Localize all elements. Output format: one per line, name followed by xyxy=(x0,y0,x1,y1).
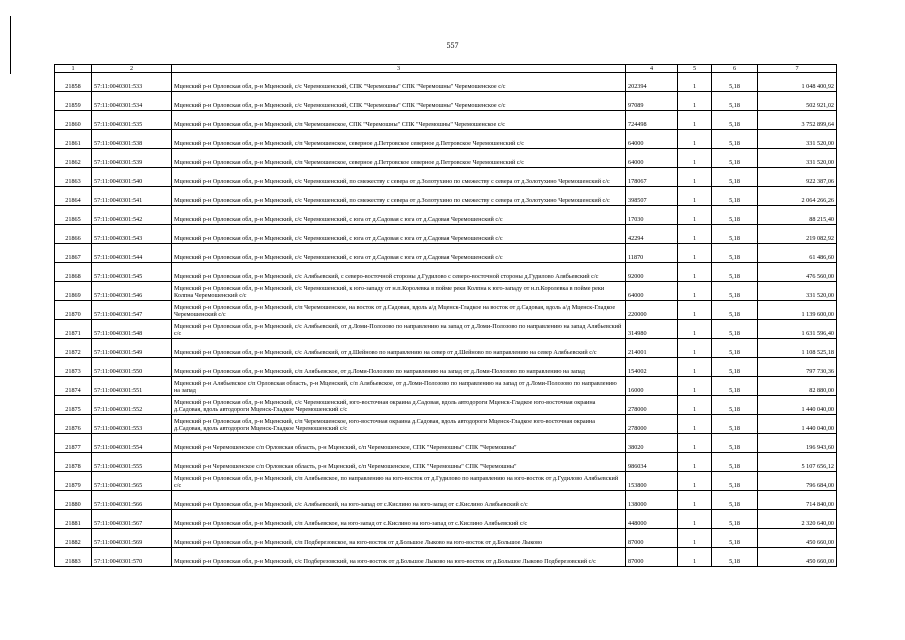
table-row xyxy=(55,415,837,434)
table-row xyxy=(55,130,837,149)
cadastral-cost: 922 387,06 xyxy=(758,168,837,187)
cadastral-cost: 1 048 400,92 xyxy=(758,73,837,92)
rate-value: 5,18 xyxy=(712,510,758,529)
column-header: 3 xyxy=(172,65,626,73)
rate-value: 5,18 xyxy=(712,453,758,472)
cadastral-cost: 5 107 656,12 xyxy=(758,453,837,472)
table-row xyxy=(55,491,837,510)
cadastral-cost: 796 684,00 xyxy=(758,472,837,491)
area-value: 11870 xyxy=(626,244,678,263)
share-value: 1 xyxy=(678,168,712,187)
share-value: 1 xyxy=(678,415,712,434)
area-value: 202394 xyxy=(626,73,678,92)
row-number: 21859 xyxy=(55,92,92,111)
cadastral-number: 57:11:0040301:542 xyxy=(92,206,172,225)
area-value: 724498 xyxy=(626,111,678,130)
share-value: 1 xyxy=(678,149,712,168)
area-value: 16000 xyxy=(626,377,678,396)
rate-value: 5,18 xyxy=(712,339,758,358)
rate-value: 5,18 xyxy=(712,301,758,320)
cadastral-number: 57:11:0040301:547 xyxy=(92,301,172,320)
rate-value: 5,18 xyxy=(712,320,758,339)
share-value: 1 xyxy=(678,320,712,339)
row-number: 21858 xyxy=(55,73,92,92)
area-value: 64000 xyxy=(626,282,678,301)
share-value: 1 xyxy=(678,358,712,377)
cadastral-cost: 1 440 040,00 xyxy=(758,415,837,434)
area-value: 214001 xyxy=(626,339,678,358)
cadastral-cost: 714 840,00 xyxy=(758,491,837,510)
rate-value: 5,18 xyxy=(712,396,758,415)
cadastral-number: 57:11:0040301:539 xyxy=(92,149,172,168)
row-number: 21879 xyxy=(55,472,92,491)
row-number: 21862 xyxy=(55,149,92,168)
row-number: 21865 xyxy=(55,206,92,225)
cadastral-number: 57:11:0040301:570 xyxy=(92,548,172,567)
location-address: Мценский р-н Орловская обл, р-н Мценский, с/с Черемошенский, по смежеству с севера от д.Золотухино по смежеству с севера от д.Золотухино Черемошенский с/с xyxy=(172,187,626,206)
row-number: 21873 xyxy=(55,358,92,377)
rate-value: 5,18 xyxy=(712,168,758,187)
cadastral-number: 57:11:0040301:548 xyxy=(92,320,172,339)
cadastral-cost: 331 520,00 xyxy=(758,282,837,301)
cadastral-number: 57:11:0040301:551 xyxy=(92,377,172,396)
location-address: Мценский р-н Орловская обл, р-н Мценский, с/с Алябьевский, от д.Шейново по направлению на север от д.Шейново по направлению на север Алябьевский с/с xyxy=(172,339,626,358)
share-value: 1 xyxy=(678,111,712,130)
area-value: 38020 xyxy=(626,434,678,453)
table-row xyxy=(55,263,837,282)
location-address: Мценский р-н Орловская обл, р-н Мценский, с/п Черемошенское, юго-восточная окраина д.Садовая, вдоль автодороги Мценск-Гладкое юго-восточная окраина д.Садовая, вдоль автодороги Мценск-Гладкое Черемошенский с/с xyxy=(172,415,626,434)
table-row xyxy=(55,73,837,92)
location-address: Мценский р-н Орловская обл, р-н Мценский, с/с Черемошенский, с юга от д.Садовая с юга от д.Садовая Черемошенский с/с xyxy=(172,206,626,225)
rate-value: 5,18 xyxy=(712,491,758,510)
share-value: 1 xyxy=(678,263,712,282)
share-value: 1 xyxy=(678,206,712,225)
location-address: Мценский р-н Орловская обл, р-н Мценский, с/п Черемошенское, на восток от д.Садовая, вдоль а/д Мценск-Гладкое на восток от д.Садовая, вдоль а/д Мценск-Гладкое Черемошенский с/с xyxy=(172,301,626,320)
cadastral-cost: 88 215,40 xyxy=(758,206,837,225)
location-address: Мценский р-н Орловская обл, р-н Мценский, с/с Черемошенский, с юга от д.Садовая с юга от д.Садовая Черемошенский с/с xyxy=(172,225,626,244)
table-row xyxy=(55,529,837,548)
table-row xyxy=(55,434,837,453)
table-row xyxy=(55,453,837,472)
share-value: 1 xyxy=(678,187,712,206)
cadastral-number: 57:11:0040301:552 xyxy=(92,396,172,415)
location-address: Мценский р-н Орловская обл, р-н Мценский, с/п Черемошенское, СПК "Черемошны" СПК "Черемошны" Черемошенское с/с xyxy=(172,111,626,130)
location-address: Мценский р-н Орловская обл, р-н Мценский, с/п Алябьевское, по направлению на юго-восток от д.Гудилово по направлению на юго-восток от д.Гудилово Алябьевский с/с xyxy=(172,472,626,491)
area-value: 87000 xyxy=(626,529,678,548)
area-value: 64000 xyxy=(626,149,678,168)
table-row xyxy=(55,206,837,225)
location-address: Мценский р-н Алябьевское с/п Орловская область, р-н Мценский, с/п Алябьевское, от д.Ломи-Полозово по направлению на запад от д.Ломи-Полозово по направлению на запад xyxy=(172,377,626,396)
rate-value: 5,18 xyxy=(712,244,758,263)
rate-value: 5,18 xyxy=(712,434,758,453)
cadastral-cost: 331 520,00 xyxy=(758,130,837,149)
location-address: Мценский р-н Орловская обл, р-н Мценский, с/п Черемошенское, северное д.Петровское северное д.Петровское Черемошенский с/с xyxy=(172,130,626,149)
row-number: 21864 xyxy=(55,187,92,206)
table-row xyxy=(55,320,837,339)
table-row xyxy=(55,92,837,111)
share-value: 1 xyxy=(678,510,712,529)
rate-value: 5,18 xyxy=(712,358,758,377)
cadastral-number: 57:11:0040301:549 xyxy=(92,339,172,358)
cadastral-number: 57:11:0040301:566 xyxy=(92,491,172,510)
cadastral-cost: 2 064 266,26 xyxy=(758,187,837,206)
table-row xyxy=(55,244,837,263)
row-number: 21868 xyxy=(55,263,92,282)
rate-value: 5,18 xyxy=(712,415,758,434)
row-number: 21872 xyxy=(55,339,92,358)
share-value: 1 xyxy=(678,434,712,453)
location-address: Мценский р-н Орловская обл, р-н Мценский, с/п Алябьевское, на юго-запад от с.Кислино на юго-запад от с.Кислино Алябьевский с/с xyxy=(172,510,626,529)
cadastral-number: 57:11:0040301:533 xyxy=(92,73,172,92)
cadastral-cost: 476 560,00 xyxy=(758,263,837,282)
cadastral-cost: 61 486,60 xyxy=(758,244,837,263)
table-row xyxy=(55,396,837,415)
table-row xyxy=(55,301,837,320)
table-row xyxy=(55,225,837,244)
location-address: Мценский р-н Орловская обл, р-н Мценский, с/п Черемошенское, северное д.Петровское северное д.Петровское Черемошенский с/с xyxy=(172,149,626,168)
cadastral-number: 57:11:0040301:567 xyxy=(92,510,172,529)
share-value: 1 xyxy=(678,301,712,320)
row-number: 21874 xyxy=(55,377,92,396)
row-number: 21871 xyxy=(55,320,92,339)
table-row xyxy=(55,282,837,301)
table-row xyxy=(55,111,837,130)
rate-value: 5,18 xyxy=(712,187,758,206)
row-number: 21869 xyxy=(55,282,92,301)
row-number: 21876 xyxy=(55,415,92,434)
area-value: 178067 xyxy=(626,168,678,187)
rate-value: 5,18 xyxy=(712,225,758,244)
cadastral-cost: 502 921,02 xyxy=(758,92,837,111)
location-address: Мценский р-н Орловская обл, р-н Мценский, с/с Черемошенский, СПК "Черемошны" СПК "Черемошны" Черемошенское с/с xyxy=(172,92,626,111)
cadastral-number: 57:11:0040301:555 xyxy=(92,453,172,472)
cadastral-cost: 82 880,00 xyxy=(758,377,837,396)
header-row xyxy=(55,65,837,73)
area-value: 398507 xyxy=(626,187,678,206)
column-header: 4 xyxy=(626,65,678,73)
cadastral-number: 57:11:0040301:535 xyxy=(92,111,172,130)
table-row xyxy=(55,510,837,529)
cadastral-number: 57:11:0040301:553 xyxy=(92,415,172,434)
location-address: Мценский р-н Орловская обл, р-н Мценский, с/с Черемошенский, юго-восточная окраина д.Садовая, вдоль автодороги Мценск-Гладкое юго-восточная окраина д.Садовая, вдоль автодороги Мценск-Гладкое Черемошенский с/с xyxy=(172,396,626,415)
column-header: 7 xyxy=(758,65,837,73)
row-number: 21880 xyxy=(55,491,92,510)
share-value: 1 xyxy=(678,377,712,396)
area-value: 448000 xyxy=(626,510,678,529)
cadastral-cost: 331 520,00 xyxy=(758,149,837,168)
row-number: 21870 xyxy=(55,301,92,320)
rate-value: 5,18 xyxy=(712,282,758,301)
register-table xyxy=(54,64,837,567)
share-value: 1 xyxy=(678,73,712,92)
cadastral-cost: 219 082,92 xyxy=(758,225,837,244)
location-address: Мценский р-н Орловская обл, р-н Мценский, с/п Подберезовское, на юго-восток от д.Большое Лыково на юго-восток от д.Большое Лыково xyxy=(172,529,626,548)
location-address: Мценский р-н Орловская обл, р-н Мценский, с/с Черемошенский, по смежеству с севера от д.Золотухино по смежеству с севера от д.Золотухино Черемошенский с/с xyxy=(172,168,626,187)
area-value: 153800 xyxy=(626,472,678,491)
column-header: 2 xyxy=(92,65,172,73)
rate-value: 5,18 xyxy=(712,263,758,282)
rate-value: 5,18 xyxy=(712,111,758,130)
area-value: 220000 xyxy=(626,301,678,320)
rate-value: 5,18 xyxy=(712,529,758,548)
area-value: 278000 xyxy=(626,396,678,415)
cadastral-number: 57:11:0040301:541 xyxy=(92,187,172,206)
share-value: 1 xyxy=(678,453,712,472)
page-number: 557 xyxy=(446,41,459,50)
row-number: 21882 xyxy=(55,529,92,548)
table-body xyxy=(55,65,837,567)
location-address: Мценский р-н Орловская обл, р-н Мценский, с/с Алябьевский, на юго-запад от с.Кислино на юго-запад от с.Кислино Алябьевский с/с xyxy=(172,491,626,510)
location-address: Мценский р-н Орловская обл, р-н Мценский, с/п Алябьевское, от д.Ломи-Полозово по направлению на запад от д.Ломи-Полозово по направлению на запад xyxy=(172,358,626,377)
area-value: 986034 xyxy=(626,453,678,472)
location-address: Мценский р-н Черемошенское с/п Орловская область, р-н Мценский, с/п Черемошенское, СПК "Черемошны" СПК "Черемошны" xyxy=(172,434,626,453)
location-address: Мценский р-н Орловская обл, р-н Мценский, с/с Алябьевский, от д.Ломи-Полозово по направлению на запад от д.Ломи-Полозово по направлению на запад Алябьевский с/с xyxy=(172,320,626,339)
table-row xyxy=(55,472,837,491)
cadastral-number: 57:11:0040301:569 xyxy=(92,529,172,548)
row-number: 21878 xyxy=(55,453,92,472)
rate-value: 5,18 xyxy=(712,472,758,491)
location-address: Мценский р-н Орловская обл, р-н Мценский, с/с Подберезовский, на юго-восток от д.Большое Лыково на юго-восток от д.Большое Лыково Подберезовский с/с xyxy=(172,548,626,567)
cadastral-number: 57:11:0040301:545 xyxy=(92,263,172,282)
cadastral-number: 57:11:0040301:538 xyxy=(92,130,172,149)
row-number: 21861 xyxy=(55,130,92,149)
area-value: 314980 xyxy=(626,320,678,339)
table-row xyxy=(55,548,837,567)
cadastral-cost: 450 660,00 xyxy=(758,548,837,567)
cadastral-cost: 797 730,36 xyxy=(758,358,837,377)
rate-value: 5,18 xyxy=(712,206,758,225)
row-number: 21866 xyxy=(55,225,92,244)
location-address: Мценский р-н Орловская обл, р-н Мценский, с/с Черемошенский, СПК "Черемошны" СПК "Черемошны" Черемошенское с/с xyxy=(172,73,626,92)
cadastral-number: 57:11:0040301:540 xyxy=(92,168,172,187)
row-number: 21877 xyxy=(55,434,92,453)
area-value: 278000 xyxy=(626,415,678,434)
share-value: 1 xyxy=(678,548,712,567)
area-value: 17030 xyxy=(626,206,678,225)
location-address: Мценский р-н Черемошенское с/п Орловская область, р-н Мценский, с/п Черемошенское, СПК "Черемошны" СПК "Черемошны" xyxy=(172,453,626,472)
area-value: 42294 xyxy=(626,225,678,244)
table-row xyxy=(55,339,837,358)
area-value: 64000 xyxy=(626,130,678,149)
table-row xyxy=(55,149,837,168)
location-address: Мценский р-н Орловская обл, р-н Мценский, с/с Алябьевский, с северо-восточной стороны д.Гудилово с северо-восточной стороны д.Гудилово Алябьевский с/с xyxy=(172,263,626,282)
row-number: 21867 xyxy=(55,244,92,263)
cadastral-cost: 3 752 899,64 xyxy=(758,111,837,130)
cadastral-cost: 1 108 525,18 xyxy=(758,339,837,358)
area-value: 154002 xyxy=(626,358,678,377)
row-number: 21860 xyxy=(55,111,92,130)
row-number: 21875 xyxy=(55,396,92,415)
share-value: 1 xyxy=(678,491,712,510)
table-row xyxy=(55,358,837,377)
cadastral-number: 57:11:0040301:550 xyxy=(92,358,172,377)
cadastral-number: 57:11:0040301:544 xyxy=(92,244,172,263)
share-value: 1 xyxy=(678,396,712,415)
rate-value: 5,18 xyxy=(712,92,758,111)
cadastral-number: 57:11:0040301:565 xyxy=(92,472,172,491)
rate-value: 5,18 xyxy=(712,130,758,149)
cadastral-number: 57:11:0040301:554 xyxy=(92,434,172,453)
area-value: 87000 xyxy=(626,548,678,567)
share-value: 1 xyxy=(678,529,712,548)
row-number: 21863 xyxy=(55,168,92,187)
location-address: Мценский р-н Орловская обл, р-н Мценский, с/с Черемошенский, с юга от д.Садовая с юга от д.Садовая Черемошенский с/с xyxy=(172,244,626,263)
cadastral-cost: 1 139 600,00 xyxy=(758,301,837,320)
table-row xyxy=(55,377,837,396)
share-value: 1 xyxy=(678,282,712,301)
column-header: 6 xyxy=(712,65,758,73)
location-address: Мценский р-н Орловская обл, р-н Мценский, с/с Черемошенский, к юго-западу от н.п.Королевка в пойме реки Колпна к юго-западу от н.п.Королевка в пойме реки Колпна Черемошенский с/с xyxy=(172,282,626,301)
area-value: 138000 xyxy=(626,491,678,510)
rate-value: 5,18 xyxy=(712,548,758,567)
area-value: 97089 xyxy=(626,92,678,111)
share-value: 1 xyxy=(678,472,712,491)
column-header: 1 xyxy=(55,65,92,73)
row-number: 21883 xyxy=(55,548,92,567)
cadastral-cost: 2 320 640,00 xyxy=(758,510,837,529)
cadastral-cost: 1 440 040,00 xyxy=(758,396,837,415)
share-value: 1 xyxy=(678,130,712,149)
table-row xyxy=(55,187,837,206)
cadastral-cost: 196 943,60 xyxy=(758,434,837,453)
rate-value: 5,18 xyxy=(712,73,758,92)
cadastral-cost: 1 631 596,40 xyxy=(758,320,837,339)
area-value: 92000 xyxy=(626,263,678,282)
table-row xyxy=(55,168,837,187)
share-value: 1 xyxy=(678,225,712,244)
cadastral-cost: 450 660,00 xyxy=(758,529,837,548)
share-value: 1 xyxy=(678,92,712,111)
column-header: 5 xyxy=(678,65,712,73)
cadastral-number: 57:11:0040301:543 xyxy=(92,225,172,244)
rate-value: 5,18 xyxy=(712,149,758,168)
share-value: 1 xyxy=(678,339,712,358)
cadastral-number: 57:11:0040301:534 xyxy=(92,92,172,111)
rate-value: 5,18 xyxy=(712,377,758,396)
cadastral-number: 57:11:0040301:546 xyxy=(92,282,172,301)
row-number: 21881 xyxy=(55,510,92,529)
share-value: 1 xyxy=(678,244,712,263)
